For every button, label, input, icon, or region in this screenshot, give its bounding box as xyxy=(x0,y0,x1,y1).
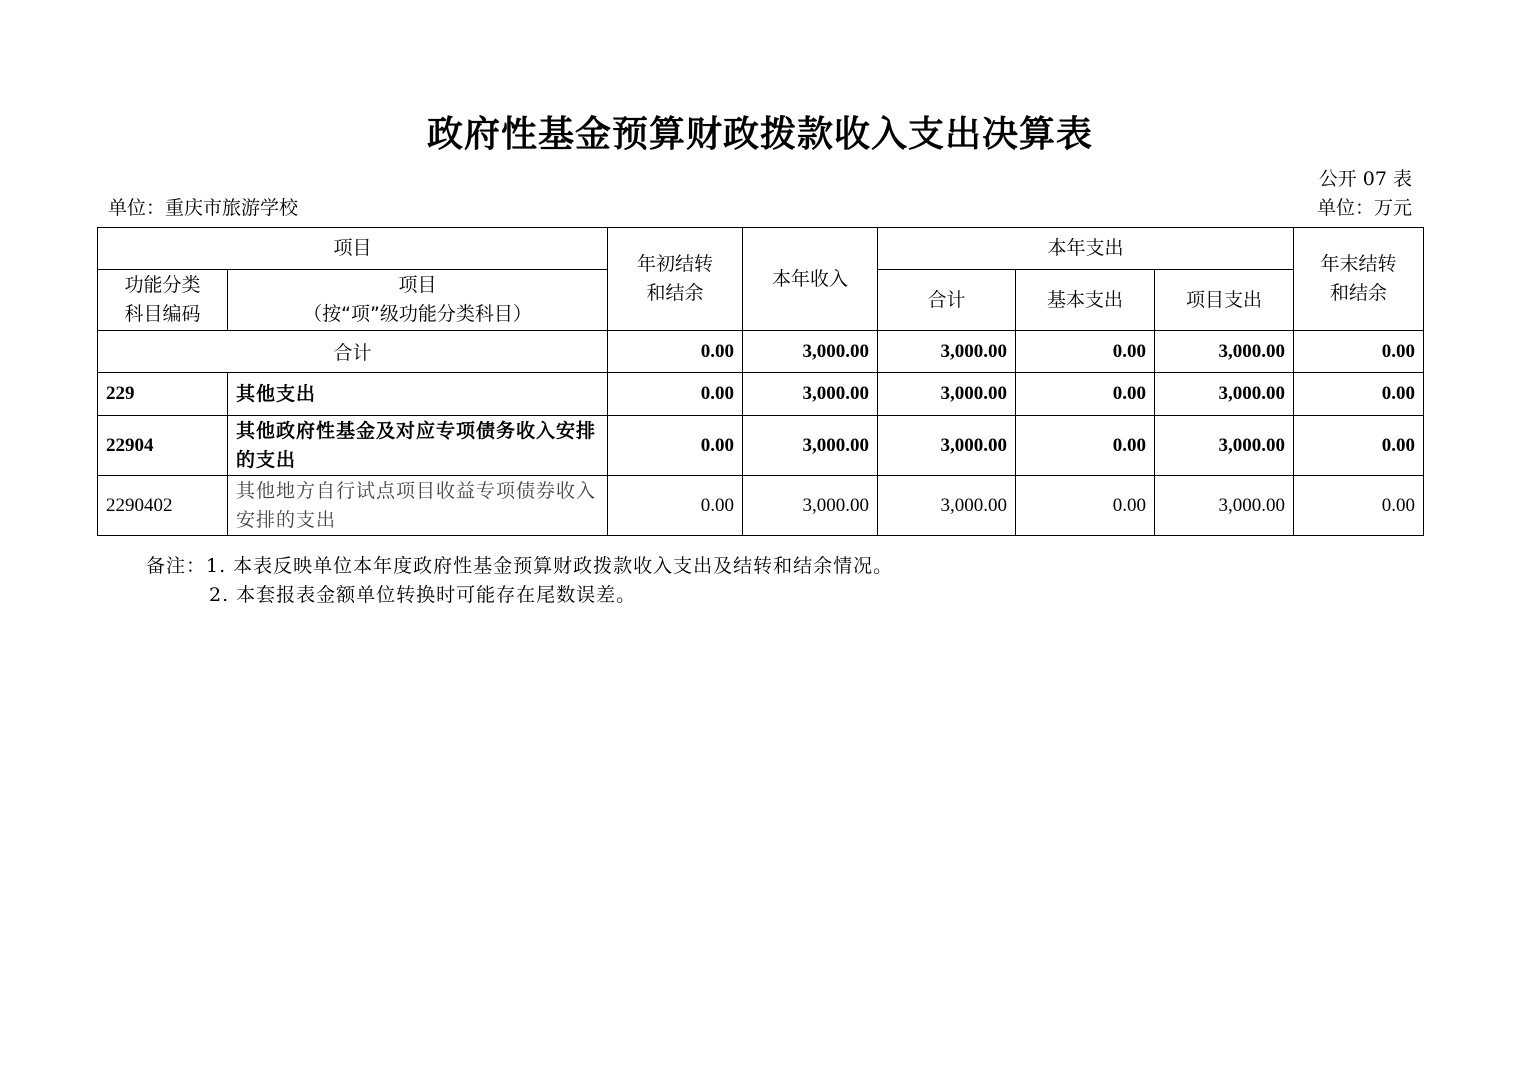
total-begin: 0.00 xyxy=(608,331,743,373)
currency-unit: 单位：万元 xyxy=(1316,197,1412,219)
row-code: 22904 xyxy=(98,416,228,476)
row-income: 3,000.00 xyxy=(743,416,878,476)
row-income: 3,000.00 xyxy=(743,373,878,416)
row-name: 其他地方自行试点项目收益专项债券收入安排的支出 xyxy=(228,476,608,536)
row-exp-basic: 0.00 xyxy=(1016,476,1155,536)
row-exp-project: 3,000.00 xyxy=(1155,373,1294,416)
header-expense: 本年支出 xyxy=(878,228,1294,270)
row-begin: 0.00 xyxy=(608,416,743,476)
total-end: 0.00 xyxy=(1294,331,1424,373)
page-title: 政府性基金预算财政拨款收入支出决算表 xyxy=(426,114,1093,155)
total-label: 合计 xyxy=(98,331,608,373)
reporting-unit: 单位：重庆市旅游学校 xyxy=(108,197,299,219)
table-row xyxy=(98,373,1424,416)
header-begin-balance-line2: 和结余 xyxy=(646,282,704,304)
row-end: 0.00 xyxy=(1294,476,1424,536)
header-begin-balance xyxy=(608,228,743,331)
budget-table xyxy=(97,227,1424,536)
row-code: 229 xyxy=(98,373,228,416)
row-end: 0.00 xyxy=(1294,373,1424,416)
row-exp-project: 3,000.00 xyxy=(1155,416,1294,476)
total-exp-total: 3,000.00 xyxy=(878,331,1016,373)
row-begin: 0.00 xyxy=(608,476,743,536)
row-end: 0.00 xyxy=(1294,416,1424,476)
row-name: 其他政府性基金及对应专项债务收入安排的支出 xyxy=(228,416,608,476)
total-income: 3,000.00 xyxy=(743,331,878,373)
row-income: 3,000.00 xyxy=(743,476,878,536)
header-expense-project: 项目支出 xyxy=(1155,270,1294,331)
row-exp-project: 3,000.00 xyxy=(1155,476,1294,536)
total-exp-basic: 0.00 xyxy=(1016,331,1155,373)
notes xyxy=(146,552,893,610)
note-line-2: 2. 本套报表金额单位转换时可能存在尾数误差。 xyxy=(209,584,637,606)
row-exp-basic: 0.00 xyxy=(1016,416,1155,476)
header-func-code xyxy=(98,270,228,331)
header-item-line2: （按“项”级功能分类科目） xyxy=(303,303,532,325)
header-end-balance-line2: 和结余 xyxy=(1330,282,1388,304)
form-number: 公开 07 表 xyxy=(1318,168,1412,190)
row-begin: 0.00 xyxy=(608,373,743,416)
header-end-balance-line1: 年末结转 xyxy=(1320,253,1397,275)
note-line-1: 备注：1. 本表反映单位本年度政府性基金预算财政拨款收入支出及结转和结余情况。 xyxy=(146,555,894,577)
header-income: 本年收入 xyxy=(743,228,878,331)
header-item-line1: 项目 xyxy=(398,274,437,296)
header-item xyxy=(228,270,608,331)
table-row xyxy=(98,416,1424,476)
row-exp-total: 3,000.00 xyxy=(878,476,1016,536)
total-exp-project: 3,000.00 xyxy=(1155,331,1294,373)
header-func-code-line1: 功能分类 xyxy=(124,274,201,296)
row-exp-total: 3,000.00 xyxy=(878,373,1016,416)
header-begin-balance-line1: 年初结转 xyxy=(637,253,714,275)
header-expense-basic: 基本支出 xyxy=(1016,270,1155,331)
table-row xyxy=(98,476,1424,536)
row-exp-basic: 0.00 xyxy=(1016,373,1155,416)
row-exp-total: 3,000.00 xyxy=(878,416,1016,476)
header-end-balance xyxy=(1294,228,1424,331)
header-expense-total: 合计 xyxy=(878,270,1016,331)
header-project: 项目 xyxy=(98,228,608,270)
total-row xyxy=(98,331,1424,373)
header-func-code-line2: 科目编码 xyxy=(124,303,201,325)
row-code: 2290402 xyxy=(98,476,228,536)
row-name: 其他支出 xyxy=(228,373,608,416)
